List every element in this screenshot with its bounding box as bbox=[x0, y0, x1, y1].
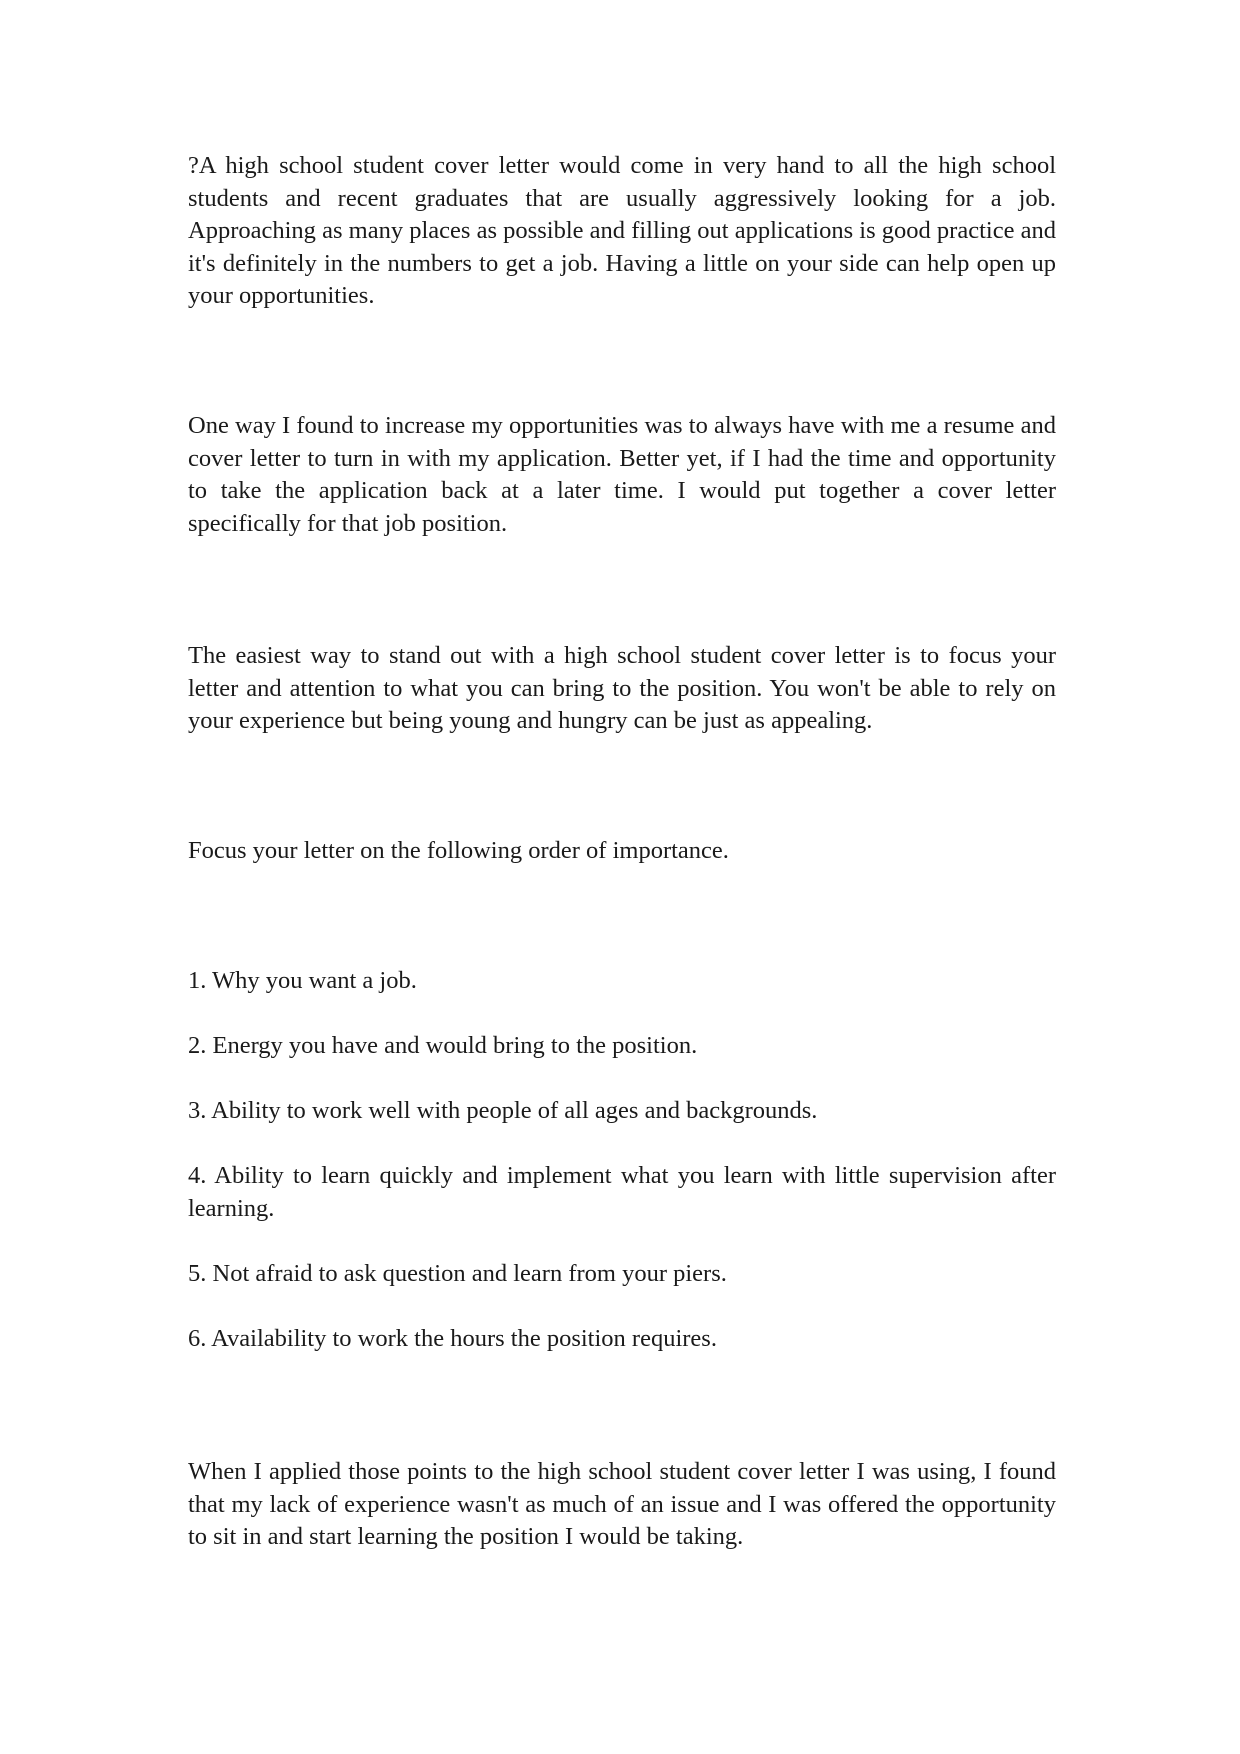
stand-out-paragraph: The easiest way to stand out with a high school student cover letter is to focus your letter and attention to what you can bring to the position. You won't be able to rely on your experience but being young and hungry can be just as appealing. bbox=[188, 642, 1056, 735]
importance-list bbox=[188, 965, 1056, 1388]
list-item: 2. Energy you have and would bring to the position. bbox=[188, 1032, 698, 1060]
focus-paragraph: Focus your letter on the following order of importance. bbox=[188, 837, 729, 864]
list-item: 1. Why you want a job. bbox=[188, 967, 417, 994]
opportunities-paragraph: One way I found to increase my opportunities was to always have with me a resume and cover letter to turn in with my application. Better yet, if I had the time and opportunity to take the application back at a later time. I would put together a cover letter specifically for that job position. bbox=[188, 412, 1056, 537]
list-item: 5. Not afraid to ask question and learn from your piers. bbox=[188, 1259, 727, 1287]
intro-paragraph: ?A high school student cover letter would come in very hand to all the high school students and recent graduates that are usually aggressively looking for a job. Approaching as many places as possible and filling out applications is good practice and it's definitely in the numbers to get a job. Having a little on your side can help open up your opportunities. bbox=[188, 152, 1056, 310]
list-item: 6. Availability to work the hours the position requires. bbox=[188, 1325, 717, 1353]
closing-paragraph: When I applied those points to the high school student cover letter I was using, I found that my lack of experience wasn't as much of an issue and I was offered the opportunity to sit in and start learning the position I would be taking. bbox=[188, 1458, 1056, 1551]
list-item: 4. Ability to learn quickly and implement what you learn with little supervision after learning. bbox=[188, 1162, 1056, 1222]
list-item: 3. Ability to work well with people of all ages and backgrounds. bbox=[188, 1097, 818, 1125]
